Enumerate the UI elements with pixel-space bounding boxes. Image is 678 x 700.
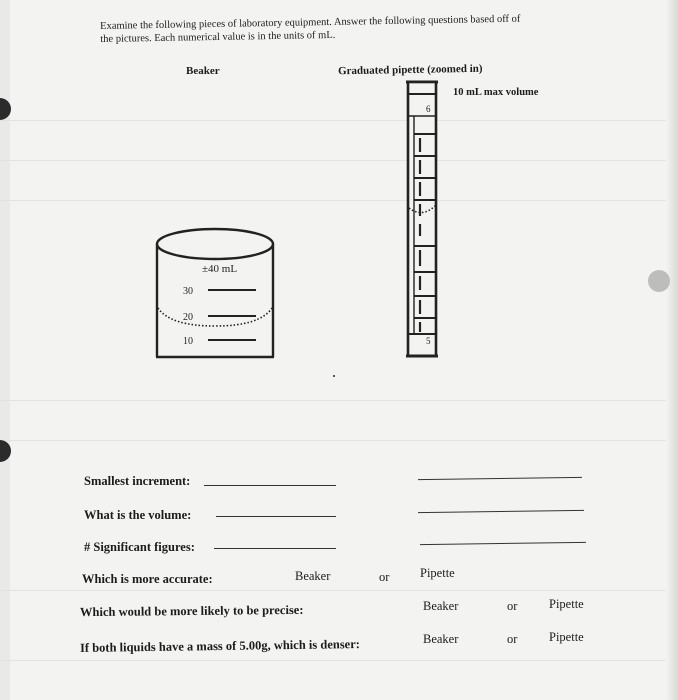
rule-line bbox=[0, 400, 678, 401]
instructions-line-2: the pictures. Each numerical value is in the units of mL. bbox=[100, 29, 336, 45]
scan-artifact-icon bbox=[648, 270, 670, 292]
instructions-line-1: Examine the following pieces of laboratory equipment. Answer the following questions based off of bbox=[100, 13, 521, 32]
rule-line bbox=[0, 160, 678, 161]
rule-line bbox=[0, 590, 678, 591]
rule-line bbox=[0, 200, 678, 201]
choice-accurate-beaker[interactable]: Beaker bbox=[295, 569, 331, 583]
choice-precise-pipette[interactable]: Pipette bbox=[549, 597, 584, 611]
choice-precise-or: or bbox=[507, 599, 518, 613]
beaker-label-30: 30 bbox=[183, 286, 193, 297]
question-volume: What is the volume: bbox=[84, 508, 192, 522]
choice-denser-or: or bbox=[507, 632, 518, 646]
choice-accurate-or: or bbox=[379, 570, 390, 584]
rule-line bbox=[0, 120, 678, 121]
answer-blank-beaker-volume[interactable] bbox=[216, 516, 336, 517]
question-precise: Which would be more likely to be precise: bbox=[79, 602, 304, 620]
pipette-diagram bbox=[398, 76, 448, 366]
beaker-diagram bbox=[150, 222, 280, 372]
pipette-label-5: 5 bbox=[426, 336, 431, 346]
beaker-rim bbox=[157, 229, 273, 259]
pipette-max-volume: 10 mL max volume bbox=[453, 87, 539, 98]
choice-precise-beaker[interactable]: Beaker bbox=[423, 599, 459, 613]
choice-denser-beaker[interactable]: Beaker bbox=[423, 632, 459, 646]
question-denser: If both liquids have a mass of 5.00g, which is denser: bbox=[79, 637, 360, 655]
pipette-heading: Graduated pipette (zoomed in) bbox=[337, 62, 483, 78]
question-sig-figs: # Significant figures: bbox=[84, 540, 195, 554]
worksheet-page bbox=[10, 0, 678, 700]
beaker-label-10: 10 bbox=[183, 336, 193, 347]
answer-blank-beaker-sig-figs[interactable] bbox=[214, 548, 336, 549]
beaker-label-20: 20 bbox=[183, 312, 193, 323]
rule-line bbox=[0, 660, 678, 661]
beaker-heading: Beaker bbox=[186, 65, 220, 77]
rule-line bbox=[0, 440, 678, 441]
stray-mark bbox=[333, 375, 335, 377]
question-more-accurate: Which is more accurate: bbox=[82, 572, 213, 586]
pipette-label-6: 6 bbox=[426, 104, 431, 114]
choice-denser-pipette[interactable]: Pipette bbox=[549, 630, 584, 644]
choice-accurate-pipette[interactable]: Pipette bbox=[420, 566, 455, 580]
beaker-tolerance-label: ±40 mL bbox=[202, 263, 238, 275]
answer-blank-beaker-increment[interactable] bbox=[204, 485, 336, 486]
question-smallest-increment: Smallest increment: bbox=[84, 474, 191, 488]
page-edge-shadow bbox=[666, 0, 678, 700]
pipette-tube bbox=[408, 82, 436, 356]
